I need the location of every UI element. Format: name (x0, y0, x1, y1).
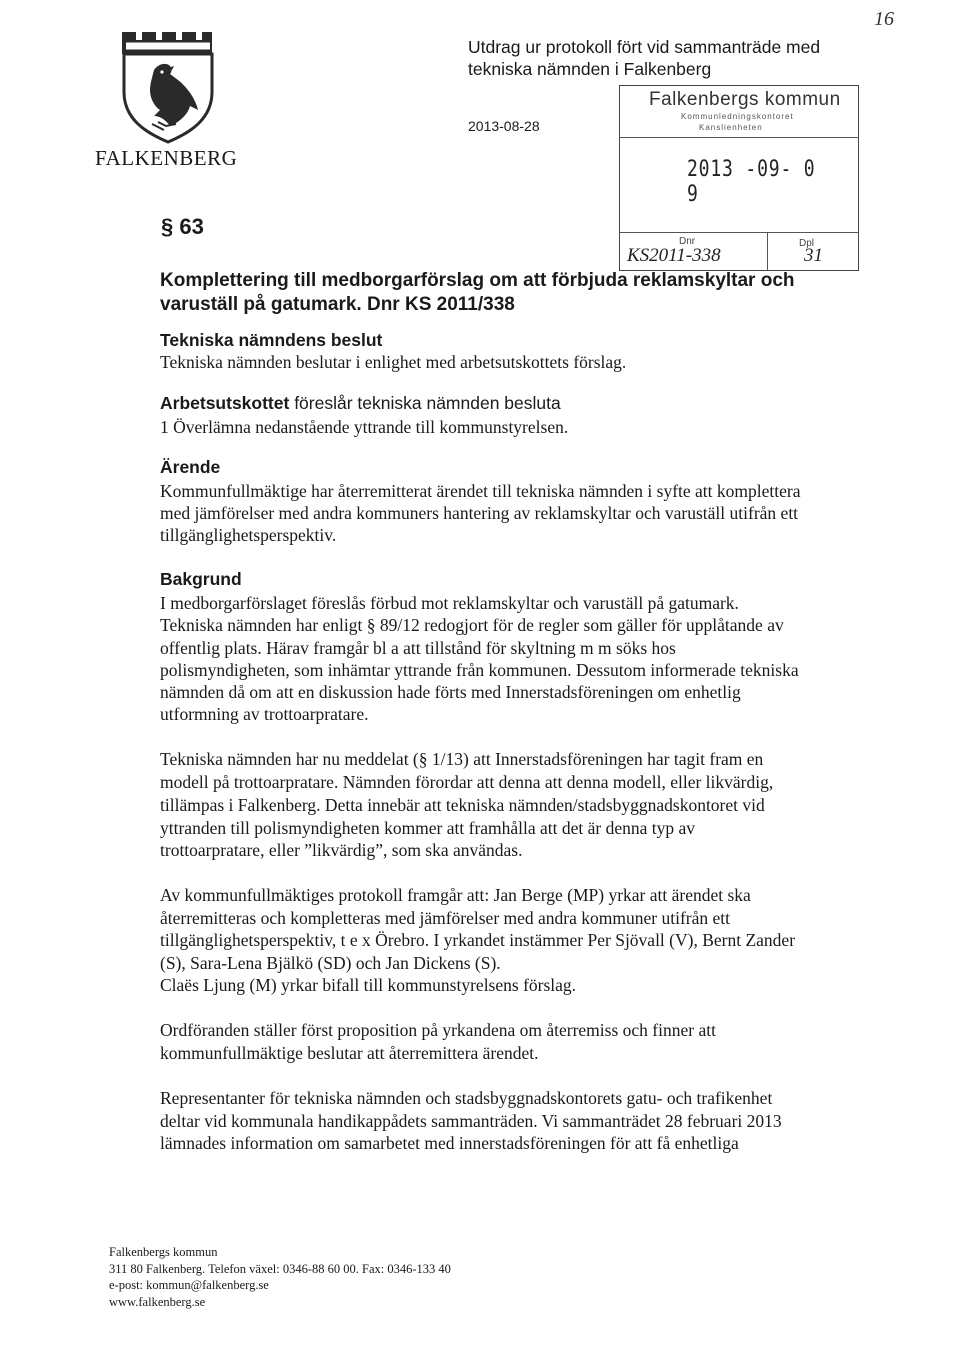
arende-line: med jämförelser med andra kommuners hantering av reklamskyltar och varuställ utifrån ett (160, 503, 799, 523)
decision-text: Tekniska nämnden beslutar i enlighet med arbetsutskottets förslag. (160, 352, 627, 372)
stamp-received-date: 2013 -09- 0 9 (687, 157, 816, 207)
decision-heading: Tekniska nämndens beslut (160, 330, 383, 350)
body-line: yttranden till polismyndigheten kommer att framhålla att det är denna typ av (160, 818, 696, 838)
registry-stamp (619, 85, 859, 271)
body-line: tillämpas i Falkenberg. Detta innebär att tekniska nämnden/stadsbyggnadskontoret vid (160, 795, 765, 815)
body-line: Av kommunfullmäktiges protokoll framgår att: Jan Berge (MP) yrkar att ärendet ska (160, 885, 751, 905)
protocol-title-line: Utdrag ur protokoll fört vid sammanträde med (468, 37, 821, 57)
bakgrund-line: nämnden då om att en diskussion hade förts med Innerstadsföreningen om enhetlig (160, 682, 741, 702)
stamp-department: Kommunledningskontoret (681, 112, 794, 121)
bakgrund-line: Tekniska nämnden har enligt § 89/12 redogjort för de regler som gäller för upplåtande av (160, 615, 784, 635)
body-line: återremitteras och kompletteras med jämförelser med andra kommuner utifrån ett (160, 908, 730, 928)
bakgrund-line: utformning av trottoarpratare. (160, 704, 369, 724)
footer-email: e-post: kommun@falkenberg.se (109, 1278, 269, 1292)
body-line: deltar vid kommunala handikappådets sammanträden. Vi sammanträdet 28 februari 2013 (160, 1111, 782, 1131)
document-title-line: varuställ på gatumark. Dnr KS 2011/338 (160, 294, 515, 315)
bakgrund-line: polismyndigheten, som inhämtar yttrande från kommunen. Dessutom informerade tekniska (160, 660, 799, 680)
handwritten-page-number: 16 (874, 8, 894, 30)
meeting-date: 2013-08-28 (468, 118, 540, 134)
stamp-dpl-label: Dpl (799, 238, 815, 249)
municipality-name: FALKENBERG (95, 146, 238, 170)
body-line: Ordföranden ställer först proposition på yrkandena om återremiss och finner att (160, 1020, 716, 1040)
body-line: Claës Ljung (M) yrkar bifall till kommunstyrelsens förslag. (160, 975, 577, 995)
bakgrund-heading: Bakgrund (160, 569, 242, 589)
proposal-heading-bold: Arbetsutskottet (160, 393, 290, 413)
protocol-title-line: tekniska nämnden i Falkenberg (468, 59, 712, 79)
body-line: (S), Sara-Lena Bjälkö (SD) och Jan Dickens (S). (160, 953, 501, 973)
paragraph-number: § 63 (161, 214, 204, 239)
body-line: kommunfullmäktige beslutar att återremittera ärendet. (160, 1043, 539, 1063)
stamp-dnr-label: Dnr (679, 236, 696, 247)
footer-website: www.falkenberg.se (109, 1294, 206, 1309)
bakgrund-line: offentlig plats. Härav framgår bl a att tillstånd för skyltning m m söks hos (160, 638, 676, 658)
proposal-item: 1 Överlämna nedanstående yttrande till kommunstyrelsen. (160, 417, 569, 437)
body-line: lämnades information om samarbetet med innerstadsföreningen för att få enhetliga (160, 1133, 739, 1153)
footer-address: 311 80 Falkenberg. Telefon växel: 0346-88 60 00. Fax: 0346-133 40 (109, 1261, 451, 1276)
stamp-unit: Kanslienheten (699, 123, 763, 132)
protocol-title (468, 36, 888, 80)
body-line: Representanter för tekniska nämnden och stadsbyggnadskontorets gatu- och trafikenhet (160, 1088, 773, 1108)
stamp-dnr-value: KS2011-338 (627, 245, 721, 266)
footer-org: Falkenbergs kommun (109, 1245, 218, 1259)
body-line: modell på trottoarpratare. Nämnden förordar att denna att denna modell, eller likvärdig, (160, 772, 774, 792)
stamp-dpl-value: 31 (804, 245, 823, 266)
body-line: Tekniska nämnden har nu meddelat (§ 1/13) att Innerstadsföreningen har tagit fram en (160, 749, 764, 769)
municipality-crest (118, 26, 218, 144)
document-title-line: Komplettering till medborgarförslag om att förbjuda reklamskyltar och (160, 270, 795, 291)
body-line: tillgänglighetsperspektiv, t e x Örebro. I yrkandet instämmer Per Sjövall (V), Bernt Zander (160, 930, 796, 950)
crest-falcon-icon (118, 26, 218, 144)
arende-heading: Ärende (160, 457, 221, 477)
footer (109, 1244, 451, 1310)
body-line: trottoarpratare, eller ”likvärdig”, som ska användas. (160, 840, 523, 860)
proposal-heading-rest: föreslår tekniska nämnden besluta (289, 393, 561, 413)
arende-line: Kommunfullmäktige har återremitterat ärendet till tekniska nämnden i syfte att komplettera (160, 481, 801, 501)
arende-line: tillgänglighetsperspektiv. (160, 525, 337, 545)
stamp-organization: Falkenbergs kommun (649, 89, 841, 110)
bakgrund-line: I medborgarförslaget föreslås förbud mot reklamskyltar och varuställ på gatumark. (160, 593, 739, 613)
proposal-heading (160, 393, 561, 414)
